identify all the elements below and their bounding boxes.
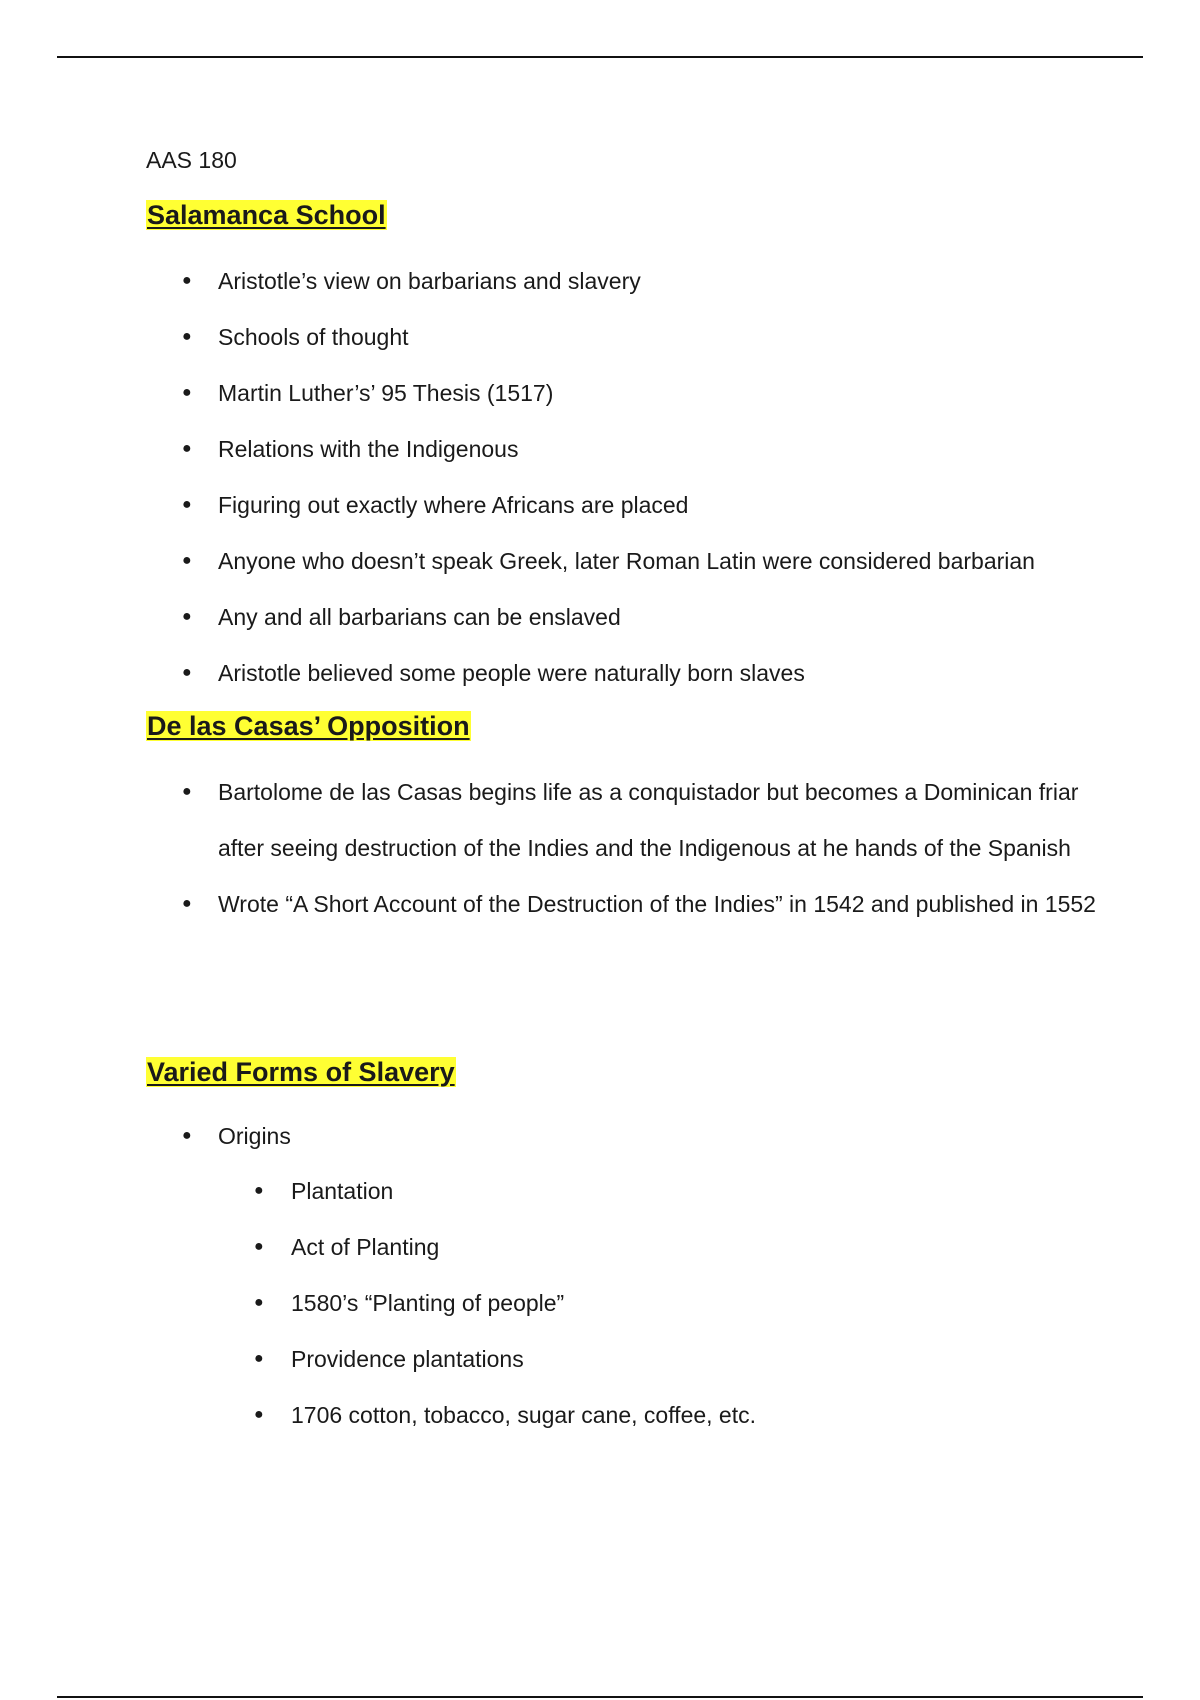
section-heading-text: Varied Forms of Slavery: [147, 1057, 455, 1087]
origins-sublist: [146, 1163, 756, 1443]
list-item: ● Origins: [146, 1108, 291, 1164]
sub-list-item: ● 1706 cotton, tobacco, sugar cane, coffee, etc.: [146, 1387, 756, 1443]
de-las-casas-list: [146, 764, 1098, 932]
sub-list-item: ● 1580’s “Planting of people”: [146, 1275, 756, 1331]
list-item: ● Figuring out exactly where Africans are placed: [146, 477, 1035, 533]
bullet-icon: ●: [182, 783, 192, 800]
section-heading-salamanca: [146, 199, 387, 231]
course-code: AAS 180: [146, 147, 237, 173]
top-rule: [57, 56, 1143, 58]
sub-list-item: ● Providence plantations: [146, 1331, 756, 1387]
list-item: ● Bartolome de las Casas begins life as a conquistador but becomes a Dominican friar after seeing destruction of the Indies and the Indigenous at he hands of the Spanish: [146, 764, 1098, 876]
bullet-icon: ●: [182, 552, 192, 569]
list-item: ● Aristotle believed some people were naturally born slaves: [146, 645, 1035, 701]
list-item: ● Schools of thought: [146, 309, 1035, 365]
section-heading-text: De las Casas’ Opposition: [147, 711, 470, 741]
section-heading-varied-forms: [146, 1056, 456, 1088]
salamanca-list: [146, 253, 1035, 701]
bullet-icon: ●: [182, 664, 192, 681]
bullet-icon: ●: [182, 1127, 192, 1144]
bullet-icon: ●: [182, 496, 192, 513]
list-item: ● Wrote “A Short Account of the Destruction of the Indies” in 1542 and published in 1552: [146, 876, 1098, 932]
sub-list-item: ● Act of Planting: [146, 1219, 756, 1275]
bullet-icon: ●: [254, 1406, 264, 1423]
bullet-icon: ●: [254, 1350, 264, 1367]
bullet-icon: ●: [182, 384, 192, 401]
bottom-rule: [57, 1696, 1143, 1698]
bullet-icon: ●: [182, 272, 192, 289]
bullet-icon: ●: [254, 1294, 264, 1311]
list-item: ● Aristotle’s view on barbarians and slavery: [146, 253, 1035, 309]
bullet-icon: ●: [182, 328, 192, 345]
list-item: ● Relations with the Indigenous: [146, 421, 1035, 477]
varied-forms-list: [146, 1108, 291, 1164]
list-item: ● Anyone who doesn’t speak Greek, later Roman Latin were considered barbarian: [146, 533, 1035, 589]
bullet-icon: ●: [254, 1238, 264, 1255]
bullet-icon: ●: [182, 608, 192, 625]
sub-list-item: ● Plantation: [146, 1163, 756, 1219]
section-heading-de-las-casas: [146, 710, 471, 742]
section-heading-text: Salamanca School: [147, 200, 386, 230]
bullet-icon: ●: [254, 1182, 264, 1199]
list-item: ● Martin Luther’s’ 95 Thesis (1517): [146, 365, 1035, 421]
bullet-icon: ●: [182, 895, 192, 912]
bullet-icon: ●: [182, 440, 192, 457]
list-item: ● Any and all barbarians can be enslaved: [146, 589, 1035, 645]
